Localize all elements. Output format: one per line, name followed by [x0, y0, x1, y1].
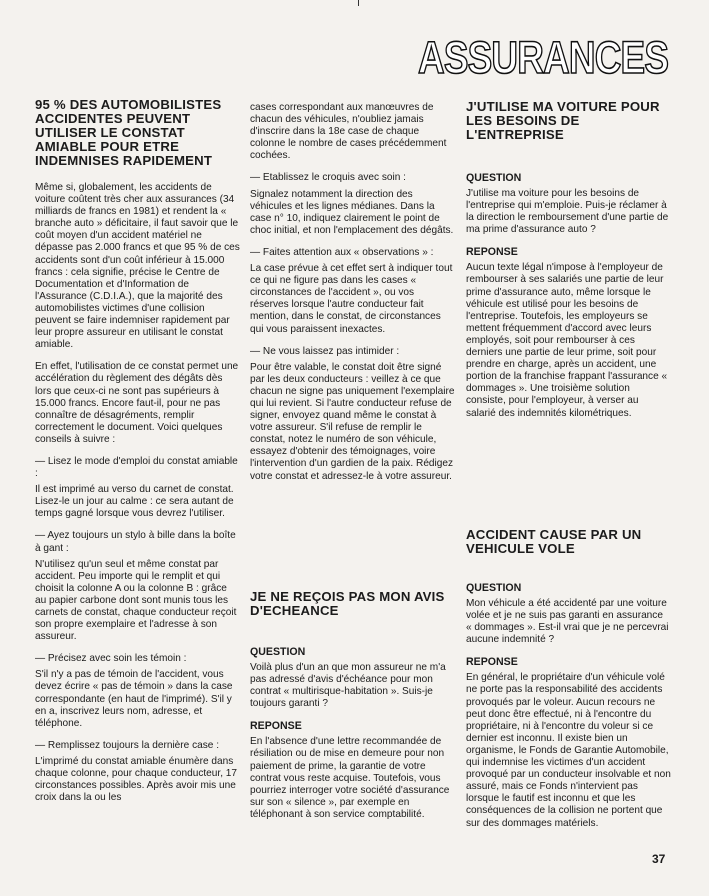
fold-mark — [358, 0, 359, 6]
paragraph: — Ayez toujours un stylo à bille dans la boîte à gant : — [35, 530, 236, 554]
page-number: 37 — [652, 852, 666, 866]
paragraph: — Ne vous laissez pas intimider : — [250, 345, 400, 357]
paragraph: — Précisez avec soin les témoin : — [35, 653, 187, 665]
answer-text: En l'absence d'une lettre recommandée de résiliation ou de mise en demeure pour non paiement de prime, la garantie de votre contrat vous reste acquise. Toutefois, vous pourriez interroger votre société d'assurance sur son « silence », par exemple en téléphonant à son service comptabilité. — [250, 736, 450, 820]
paragraph: — Lisez le mode d'emploi du constat amiable : — [35, 455, 238, 480]
column-middle — [250, 102, 455, 493]
paragraph: Même si, globalement, les accidents de voiture coûtent très cher aux assurances (34 milliards de francs en 1981) et rendent la « branche auto » déficitaire, il faut savoir que le coût moyen d'un accident matériel ne dépasse pas 2.000 francs et que 95 % de ces accidents sont d'un coût inférieur à 15.000 francs : cela signifie, précise le Centre de Documentation et d'Information de l'Assurance (C.D.I.A.), que la majorité des automobilistes victimes d'une collision peuvent se faire indemniser rapidement par leur propre assureur en utilisant le constat amiable. — [35, 182, 240, 351]
paragraph: Il est imprimé au verso du carnet de constat. Lisez-le un jour au calme : ce sera autant de temps gagné lorsque vous devrez l'utiliser. — [35, 484, 234, 520]
question-text: Mon véhicule a été accidenté par une voiture volée et je ne suis pas garanti en assurance « dommages ». Est-il vrai que je ne percevrai aucune indemnité ? — [466, 598, 669, 646]
paragraph: N'utilisez qu'un seul et même constat par accident. Peu importe qui le remplit et qui choisit la colonne A ou la colonne B : grâce au papier carbone dont sont munis tous les carnets de constat, chaque conducteur reçoit son propre exemplaire et l'adresse à son assureur. — [35, 558, 237, 643]
column-left — [35, 98, 240, 814]
question-label: QUESTION — [250, 646, 306, 658]
paragraph: La case prévue à cet effet sert à indiquer tout ce qui ne figure pas dans les cases « circonstances de l'accident », ou vos réserves lorsque l'autre conducteur fait mention, dans le constat, de circonstances qui vous paraissent inexactes. — [250, 263, 453, 335]
article-heading-vehicule-vole: ACCIDENT CAUSE PAR UN VEHICULE VOLE — [466, 527, 642, 556]
paragraph: S'il n'y a pas de témoin de l'accident, vous devez écrire « pas de témoin » dans la case correspondante (en haut de l'imprimé). S'il y en a, inscrivez leurs nom, adresse, et téléphone. — [35, 669, 233, 729]
paragraph: Pour être valable, le constat doit être signé par les deux conducteurs : veillez à ce que chacun ne signe pas uniquement l'exemplaire qui lui revient. Si l'autre conducteur refuse de signer, envoyez quand même le constat à votre assureur. S'il refuse de remplir le constat, notez le numéro de son véhicule, essayez d'obtenir des témoignages, voire l'intervention d'un gardien de la paix. Rédigez votre constat et adressez-le à votre assureur. — [250, 361, 455, 482]
article-vehicule-vole — [466, 528, 671, 840]
question-label: QUESTION — [466, 582, 522, 594]
question-label: QUESTION — [466, 172, 522, 184]
paragraph: — Remplissez toujours la dernière case : — [35, 739, 220, 751]
article-heading-entreprise: J'UTILISE MA VOITURE POUR LES BESOINS DE L'ENTREPRISE — [466, 99, 660, 142]
answer-text: Aucun texte légal n'impose à l'employeur de rembourser à ses salariés une partie de leur prime d'assurance auto, même lorsque le véhicule est utilisé pour les besoins de l'entreprise. Toutefois, les employeurs se mettent fréquemment d'accord avec leurs employés, soit pour rembourser à ces derniers une partie de leur prime, soit pour prendre en charge, après un accident, une portion de la franchise frappant l'assurance « dommages ». Une troisième solution consiste, pour l'employeur, à verser au salarié des indemnités kilométriques. — [466, 262, 668, 419]
section-title: ASSURANCES — [418, 32, 669, 83]
answer-label: REPONSE — [250, 720, 302, 733]
paragraph: Signalez notamment la direction des véhicules et les lignes médianes. Dans la case n° 10, indiquez clairement le point de choc initial, et non l'emplacement des dégâts. — [250, 188, 454, 236]
paragraph: En effet, l'utilisation de ce constat permet une accélération du règlement des dégâts dès lors que ceux-ci ne sont pas supérieurs à 15.000 francs. Encore faut-il, pour ne pas connaître de désagréments, remplir correctement le document. Voici quelques conseils à suivre : — [35, 361, 239, 445]
answer-text: En général, le propriétaire d'un véhicule volé ne porte pas la responsabilité des accidents provoqués par le voleur. Aucun recours ne peut donc être effectué, ni à l'encontre du propriétaire, ni à l'encontre du voleur si ce dernier est inconnu. Il existe bien un organisme, le Fonds de Garantie Automobile, qui indemnise les victimes d'un accident provoqué par un conducteur insolvable et non assuré, mais ce Fonds n'intervient pas lorsque le fautif est inconnu et que les conséquences de la collision ne portent que sur des dommages matériels. — [466, 672, 671, 829]
question-text: Voilà plus d'un an que mon assureur ne m'a pas adressé d'avis d'échéance pour mon contrat « multirisque-habitation ». Suis-je toujours garanti ? — [250, 662, 446, 710]
question-text: J'utilise ma voiture pour les besoins de l'entreprise qui m'emploie. Puis-je réclamer à la direction le remboursement d'une partie de ma prime d'assurance auto ? — [466, 188, 669, 236]
paragraph: cases correspondant aux manœuvres de chacun des véhicules, n'oubliez jamais d'inscrire dans la 18e case de chaque colonne le nombre de cases précédemment cochées. — [250, 102, 447, 162]
article-avis-echeance — [250, 590, 455, 831]
answer-label: REPONSE — [466, 246, 518, 259]
article-heading-avis: JE NE REÇOIS PAS MON AVIS D'ECHEANCE — [250, 589, 445, 618]
article-voiture-entreprise — [466, 100, 671, 430]
answer-label: REPONSE — [466, 656, 518, 669]
paragraph: — Etablissez le croquis avec soin : — [250, 172, 406, 184]
paragraph: L'imprimé du constat amiable énumère dans chaque colonne, pour chaque conducteur, 17 circonstances possibles. Après avoir mis une croix dans la ou les — [35, 755, 238, 804]
paragraph: — Faites attention aux « observations » : — [250, 246, 434, 258]
article-heading-constat: 95 % DES AUTOMOBILISTES ACCIDENTES PEUVENT UTILISER LE CONSTAT AMIABLE POUR ETRE INDEMNISES RAPIDEMENT — [35, 97, 222, 168]
